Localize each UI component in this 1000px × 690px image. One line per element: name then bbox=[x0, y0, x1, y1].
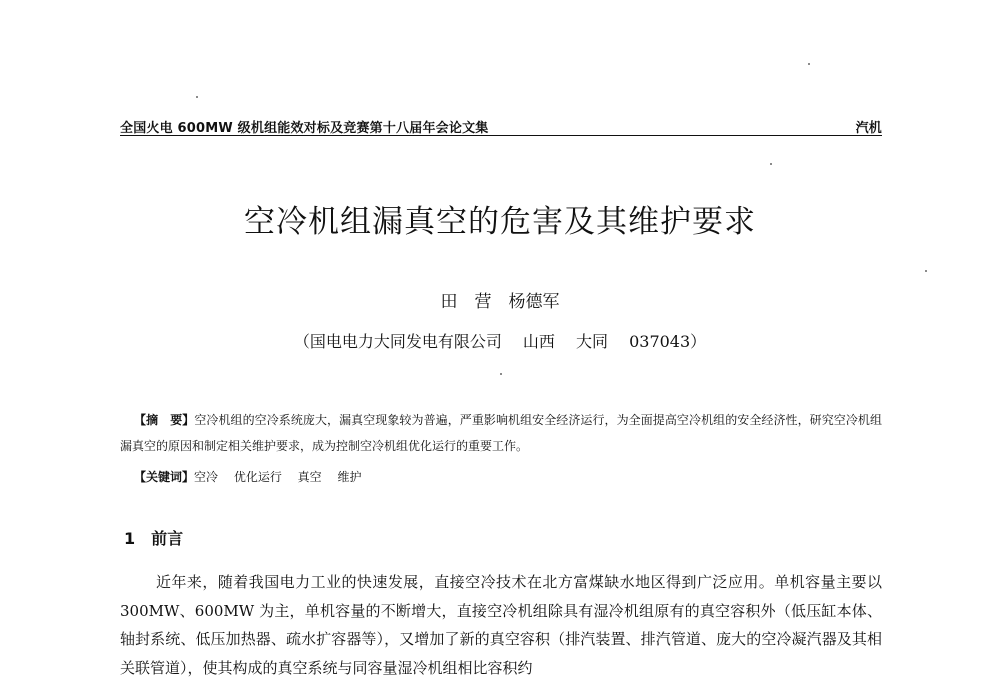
section-title: 前言 bbox=[151, 529, 184, 548]
keywords-label: 【关键词】 bbox=[134, 470, 195, 484]
scan-speck bbox=[808, 63, 810, 65]
scan-speck bbox=[196, 96, 198, 98]
scan-speck bbox=[925, 270, 927, 272]
keywords-text: 空冷 优化运行 真空 维护 bbox=[194, 470, 362, 484]
paper-title: 空冷机组漏真空的危害及其维护要求 bbox=[244, 204, 756, 240]
section-number: 1 bbox=[124, 529, 136, 548]
header-rule bbox=[120, 135, 882, 136]
scan-speck bbox=[770, 163, 772, 165]
keywords bbox=[134, 468, 361, 485]
section-heading bbox=[124, 526, 183, 549]
abstract bbox=[120, 407, 882, 459]
abstract-label: 【摘 要】 bbox=[134, 413, 195, 427]
body-paragraph: 近年来，随着我国电力工业的快速发展，直接空冷技术在北方富煤缺水地区得到广泛应用。单机容量主要以 300MW、600MW 为主，单机容量的不断增大，直接空冷机组除具有湿冷机组原有的真空容积外（低压缸本体、轴封系统、低压加热器、疏水扩容器等），又增加了新的真空容积（排汽装置、排汽管道、庞大的空冷凝汽器及其相关联管道），使其构成的真空系统与同容量湿冷机组相比容积约 bbox=[120, 573, 882, 677]
scan-speck bbox=[500, 373, 502, 375]
authors: 田 营 杨德军 bbox=[440, 292, 560, 312]
header-proceedings-title: 全国火电 600MW 级机组能效对标及竞赛第十八届年会论文集 bbox=[120, 121, 489, 136]
running-header bbox=[120, 114, 882, 136]
abstract-text: 空冷机组的空冷系统庞大，漏真空现象较为普遍，严重影响机组安全经济运行，为全面提高空冷机组的安全经济性，研究空冷机组漏真空的原因和制定相关维护要求，成为控制空冷机组优化运行的重要工作。 bbox=[120, 413, 882, 453]
header-category: 汽机 bbox=[855, 121, 882, 136]
affiliation: （国电电力大同发电有限公司 山西 大同 037043） bbox=[293, 332, 707, 351]
